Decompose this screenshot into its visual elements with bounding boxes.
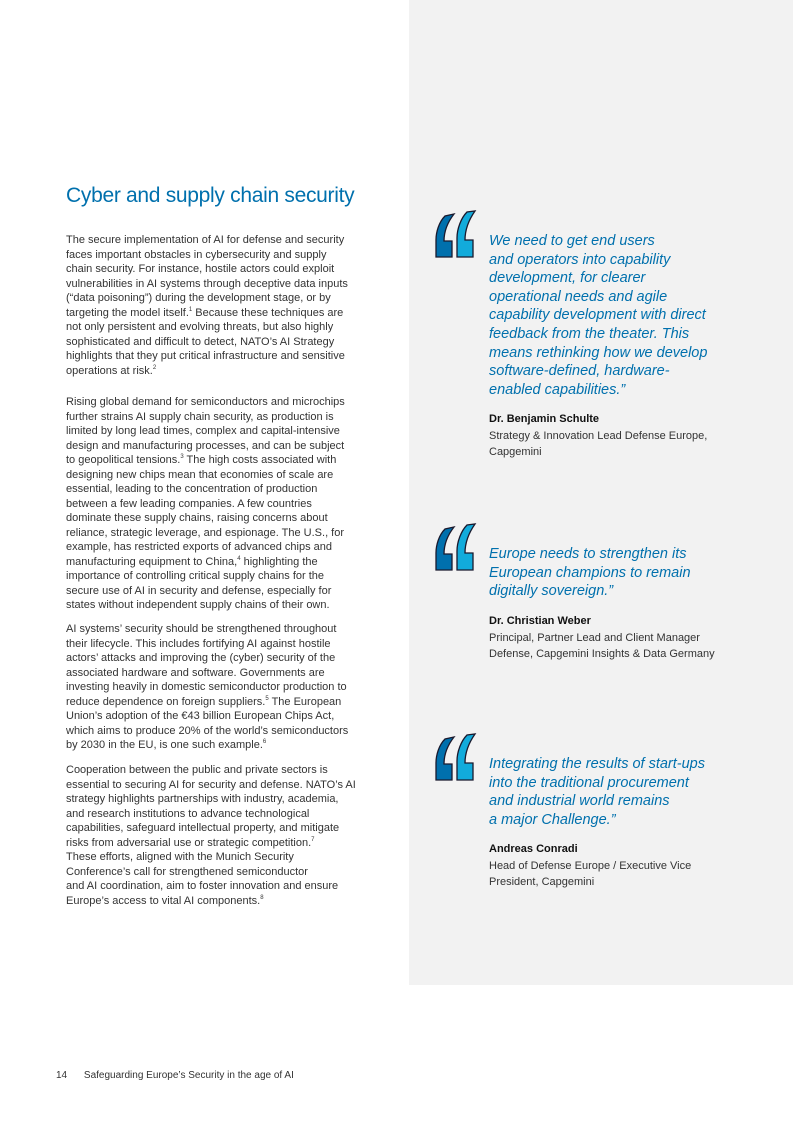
quote-line: digitally sovereign.” [489, 583, 614, 600]
body-paragraph [66, 763, 356, 908]
text-segment: operations at risk. [66, 364, 153, 377]
quote-text [489, 232, 707, 399]
paragraph-line [66, 821, 356, 836]
paragraph-line [66, 395, 345, 410]
paragraph-line [66, 482, 345, 497]
role-line: Defense, Capgemini Insights & Data Germany [489, 647, 715, 660]
paragraph-line [66, 792, 356, 807]
quote-line: Europe needs to strengthen its [489, 546, 687, 562]
quote-author-role [489, 630, 715, 662]
text-segment: highlights that they put critical infrastructure and sensitive [66, 350, 345, 362]
quote-line: means rethinking how we develop [489, 344, 708, 361]
quote-line: operational needs and agile [489, 288, 668, 305]
text-segment: dominate these supply chains, raising concerns about [66, 512, 328, 524]
paragraph-line [66, 349, 348, 364]
paragraph-line [66, 778, 356, 793]
text-segment: by 2030 in the EU, is one such example. [66, 739, 263, 751]
text-segment: reduce dependence on foreign suppliers. [66, 695, 266, 708]
text-segment: further strains AI supply chain security, as production is [66, 410, 334, 423]
quote-line: and operators into capability [489, 251, 671, 268]
paragraph-line [66, 335, 348, 350]
text-segment: importance of controlling critical supply chains for the [66, 570, 325, 582]
quote-line: enabled capabilities.” [489, 381, 626, 398]
quote-text [489, 545, 691, 601]
paragraph-line [66, 584, 345, 599]
quote-line: into the traditional procurement [489, 774, 689, 791]
text-segment: targeting the model itself. [66, 306, 189, 319]
quote-line: development, for clearer [489, 270, 646, 287]
text-segment: and research institutions to advance technological [66, 807, 310, 820]
paragraph-line [66, 453, 345, 468]
paragraph-line [66, 291, 348, 306]
paragraph-line [66, 622, 348, 637]
role-line: President, Capgemini [489, 876, 595, 889]
text-segment: which aims to produce 20% of the world’s semiconductors [66, 724, 349, 737]
paragraph-line [66, 468, 345, 483]
text-segment: Cooperation between the public and private sectors is [66, 764, 328, 776]
body-paragraph [66, 622, 348, 753]
text-segment: highlighting the [240, 555, 318, 568]
paragraph-line [66, 709, 348, 724]
text-segment: to geopolitical tensions. [66, 454, 181, 466]
text-segment: capabilities, safeguard intellectual property, and mitigate [66, 822, 340, 834]
quote-line: feedback from the theater. This [489, 325, 690, 342]
body-paragraph [66, 395, 345, 613]
footnote-reference[interactable]: 7 [311, 836, 315, 843]
document-title: Safeguarding Europe’s Security in the age of AI [83, 1070, 294, 1081]
text-segment: Conference’s call for strengthened semiconductor [66, 865, 308, 878]
text-segment: designing new chips mean that economies of scale are [66, 468, 334, 481]
paragraph-line [66, 410, 345, 425]
text-segment: The high costs associated with [183, 454, 337, 466]
text-segment: chain security. For instance, hostile actors could exploit [66, 263, 335, 275]
page-number: 14 [56, 1070, 68, 1081]
quote-line: We need to get end users [489, 233, 655, 249]
text-segment: Because these techniques are [192, 306, 344, 319]
text-segment: faces important obstacles in cybersecurity and supply [66, 248, 327, 261]
text-segment: AI systems’ security should be strengthened throughout [66, 623, 337, 635]
quotation-mark-icon [433, 733, 477, 783]
quote-line: a major Challenge.” [489, 811, 616, 828]
text-segment: actors’ attacks and improving the (cyber) security of the [66, 652, 336, 664]
quote-sidebar-panel [409, 0, 793, 985]
text-segment: strategy highlights partnerships with industry, academia, [66, 793, 339, 805]
role-line: Capgemini [489, 446, 542, 459]
text-segment: The secure implementation of AI for defense and security [66, 234, 345, 246]
quote-line: European champions to remain [489, 564, 691, 581]
text-segment: essential to securing AI for security and defense. NATO’s AI [66, 778, 356, 791]
role-line: Principal, Partner Lead and Client Manager [489, 631, 700, 644]
body-paragraph [66, 233, 348, 378]
text-segment: manufacturing equipment to China, [66, 555, 238, 568]
paragraph-line [66, 598, 345, 613]
paragraph-line [66, 724, 348, 739]
text-segment: essential, leading to the concentration of production [66, 483, 318, 495]
text-segment: Rising global demand for semiconductors and microchips [66, 396, 345, 408]
text-segment: not only persistent and evolving threats, but also highly [66, 321, 334, 333]
footnote-reference[interactable]: 8 [260, 894, 264, 901]
paragraph-line [66, 540, 345, 555]
paragraph-line [66, 894, 356, 909]
paragraph-line [66, 865, 356, 880]
text-segment: example, has restricted exports of advanced chips and [66, 541, 332, 553]
footnote-reference[interactable]: 5 [265, 695, 269, 702]
quote-line: and industrial world remains [489, 793, 670, 810]
paragraph-line [66, 807, 356, 822]
text-segment: Union’s adoption of the €43 billion European Chips Act, [66, 710, 335, 722]
paragraph-line [66, 850, 356, 865]
paragraph-line [66, 262, 348, 277]
paragraph-line [66, 569, 345, 584]
quotation-mark-icon [433, 523, 477, 573]
paragraph-line [66, 364, 348, 379]
text-segment: sophisticated and difficult to detect, NATO’s AI Strategy [66, 335, 335, 348]
footnote-reference[interactable]: 2 [152, 364, 157, 371]
text-segment: secure use of AI in security and defense, especially for [66, 584, 332, 597]
paragraph-line [66, 836, 356, 851]
quotation-mark-icon [433, 210, 477, 260]
text-segment: These efforts, aligned with the Munich Security [66, 851, 294, 863]
paragraph-line [66, 763, 356, 778]
role-line: Strategy & Innovation Lead Defense Europe, [489, 430, 708, 443]
paragraph-line [66, 248, 348, 263]
paragraph-line [66, 497, 345, 512]
footnote-reference[interactable]: 1 [188, 306, 193, 313]
paragraph-line [66, 277, 348, 292]
paragraph-line [66, 424, 345, 439]
paragraph-line [66, 233, 348, 248]
paragraph-line [66, 320, 348, 335]
text-segment: investing heavily in domestic semiconductor production to [66, 681, 347, 693]
text-segment: Europe’s access to vital AI components. [66, 894, 261, 907]
quote-author-name: Dr. Christian Weber [489, 614, 591, 627]
footnote-reference[interactable]: 6 [262, 739, 267, 745]
page-footer [56, 1070, 294, 1081]
quote-author-role [489, 858, 691, 890]
paragraph-line [66, 526, 345, 541]
text-segment: associated hardware and software. Governments are [66, 666, 325, 679]
quote-line: Integrating the results of start-ups [489, 756, 705, 772]
text-segment: The European [268, 695, 342, 708]
quote-author-name: Andreas Conradi [489, 843, 578, 856]
paragraph-line [66, 637, 348, 652]
paragraph-line [66, 511, 345, 526]
paragraph-line [66, 666, 348, 681]
paragraph-line [66, 879, 356, 894]
paragraph-line [66, 738, 348, 753]
footnote-reference[interactable]: 3 [180, 454, 184, 460]
quote-line: software-defined, hardware- [489, 363, 670, 380]
text-segment: reliance, strategic leverage, and espionage. The U.S., for [66, 526, 345, 539]
text-segment: states without independent supply chains of their own. [66, 599, 330, 611]
text-segment: design and manufacturing processes, and can be subject [66, 439, 345, 452]
paragraph-line [66, 555, 345, 570]
paragraph-line [66, 695, 348, 710]
text-segment: (“data poisoning”) during the development stage, or by [66, 292, 331, 304]
quote-author-role [489, 428, 707, 460]
text-segment: limited by long lead times, complex and capital-intensive [66, 425, 340, 437]
paragraph-line [66, 439, 345, 454]
section-heading: Cyber and supply chain security [66, 184, 355, 207]
text-segment: their lifecycle. This includes fortifying AI against hostile [66, 637, 331, 650]
text-segment: vulnerabilities in AI systems through deceptive data inputs [66, 277, 348, 290]
text-segment: and AI coordination, aim to foster innovation and ensure [66, 880, 339, 892]
quote-text [489, 755, 705, 829]
paragraph-line [66, 651, 348, 666]
role-line: Head of Defense Europe / Executive Vice [489, 860, 692, 873]
paragraph-line [66, 306, 348, 321]
text-segment: between a few leading companies. A few countries [66, 497, 312, 510]
quote-line: capability development with direct [489, 307, 706, 324]
footnote-reference[interactable]: 4 [237, 555, 241, 562]
quote-author-name: Dr. Benjamin Schulte [489, 413, 600, 426]
text-segment: risks from adversarial use or strategic competition. [66, 836, 312, 849]
paragraph-line [66, 680, 348, 695]
